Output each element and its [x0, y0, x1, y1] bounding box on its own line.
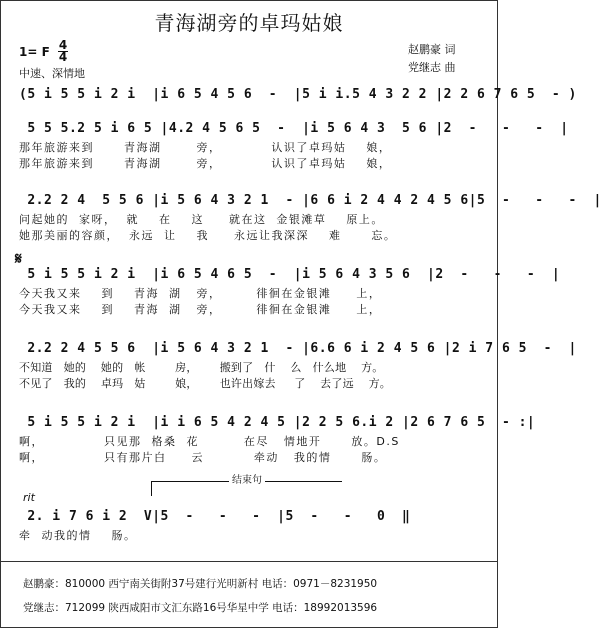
composer-contact: 党继志：712099 陕西咸阳市文汇东路16号华星中学 电话：18992013596: [23, 602, 378, 614]
score-line-7: [19, 509, 489, 543]
lyric-verse-2: 不见了 我的 卓玛 姑 娘， 也许出嫁去 了 去了远 方。: [19, 377, 391, 390]
ending-bracket: [151, 475, 342, 496]
lyric-verse-2: 啊， 只有那片白 云 牵动 我的情 肠。: [19, 451, 387, 464]
score-line-2: [19, 121, 569, 171]
notation-line: (5 i 5 5 i 2 i |i 6 5 4 5 6 - |5 i i.5 4 3 2 2 |2 2 6 7 6 5 - ): [19, 87, 577, 102]
lyric-verse-1: 啊， 只见那 格桑 花 在尽 情地开 放。D.S: [19, 435, 400, 448]
lyricist-contact: 赵鹏豪：810000 西宁南关街附37号建行光明新村 电话：0971－8231950: [23, 578, 378, 590]
lyricist-credit: 赵鹏豪 词: [408, 43, 456, 56]
notation-line: 2.2 2 4 5 5 6 |i 5 6 4 3 2 1 - |6.6 6 i 2 4 5 6 |2 i 7 6 5 - |: [19, 341, 577, 356]
lyric-verse-2: 今天我又来 到 青海 湖 旁， 徘徊在金银滩 上，: [19, 303, 382, 316]
meter-top: 4: [58, 38, 68, 52]
notation-line: 2. i 7 6 i 2 V|5 - - - |5 - - 0 ‖: [19, 509, 411, 524]
meter-bottom: 4: [58, 50, 68, 64]
score-line-3: [19, 193, 602, 243]
notation-line: 2.2 2 4 5 5 6 |i 5 6 4 3 2 1 - |6 6 i 2 4 4 2 4 5 6|5 - - - |: [19, 193, 602, 208]
lyric-verse-1: 那年旅游来到 青海湖 旁， 认识了卓玛姑 娘，: [19, 141, 392, 154]
lyric-verse-1: 不知道 她的 她的 帐 房， 搬到了 什 么 什么地 方。: [19, 361, 384, 374]
lyric-verse-2: 那年旅游来到 青海湖 旁， 认识了卓玛姑 娘，: [19, 157, 392, 170]
contact-footer: [1, 561, 497, 630]
notation-line: 5 i 5 5 i 2 i |i i 6 5 4 2 4 5 |2 2 5 6.i 2 |2 6 7 6 5 - :|: [19, 415, 536, 430]
notation-line: 5 i 5 5 i 2 i |i 6 5 4 6 5 - |i 5 6 4 3 5 6 |2 - - - |: [19, 267, 561, 282]
lyric-verse-1: 今天我又来 到 青海 湖 旁， 徘徊在金银滩 上，: [19, 287, 382, 300]
score-line-1: [19, 87, 577, 105]
ending-label: 结束句: [229, 475, 265, 486]
song-title: 青海湖旁的卓玛姑娘: [154, 11, 344, 35]
composer-credit: 党继志 曲: [408, 61, 456, 74]
time-signature: [57, 40, 69, 63]
key-signature: 1= F: [19, 45, 50, 59]
score-line-6: [19, 415, 536, 465]
tempo-marking: 中速、深情地: [19, 67, 85, 80]
lyric-verse-1: 问起她的 家呀， 就 在 这 就在这 金银滩草 原上。: [19, 213, 384, 226]
segno-sign: 𝄋: [15, 249, 22, 268]
notation-line: 5 5 5.2 5 i 6 5 |4.2 4 5 6 5 - |i 5 6 4 3 5 6 |2 - - - |: [19, 121, 569, 136]
lyric-verse-2: 她那美丽的容颜， 永远 让 我 永远让我深深 难 忘。: [19, 229, 397, 242]
ritardando-marking: rit: [23, 491, 35, 504]
lyric-ending: 牵 动我的情 肠。: [19, 529, 137, 542]
score-line-5: [19, 341, 577, 391]
score-line-4: [19, 267, 561, 317]
